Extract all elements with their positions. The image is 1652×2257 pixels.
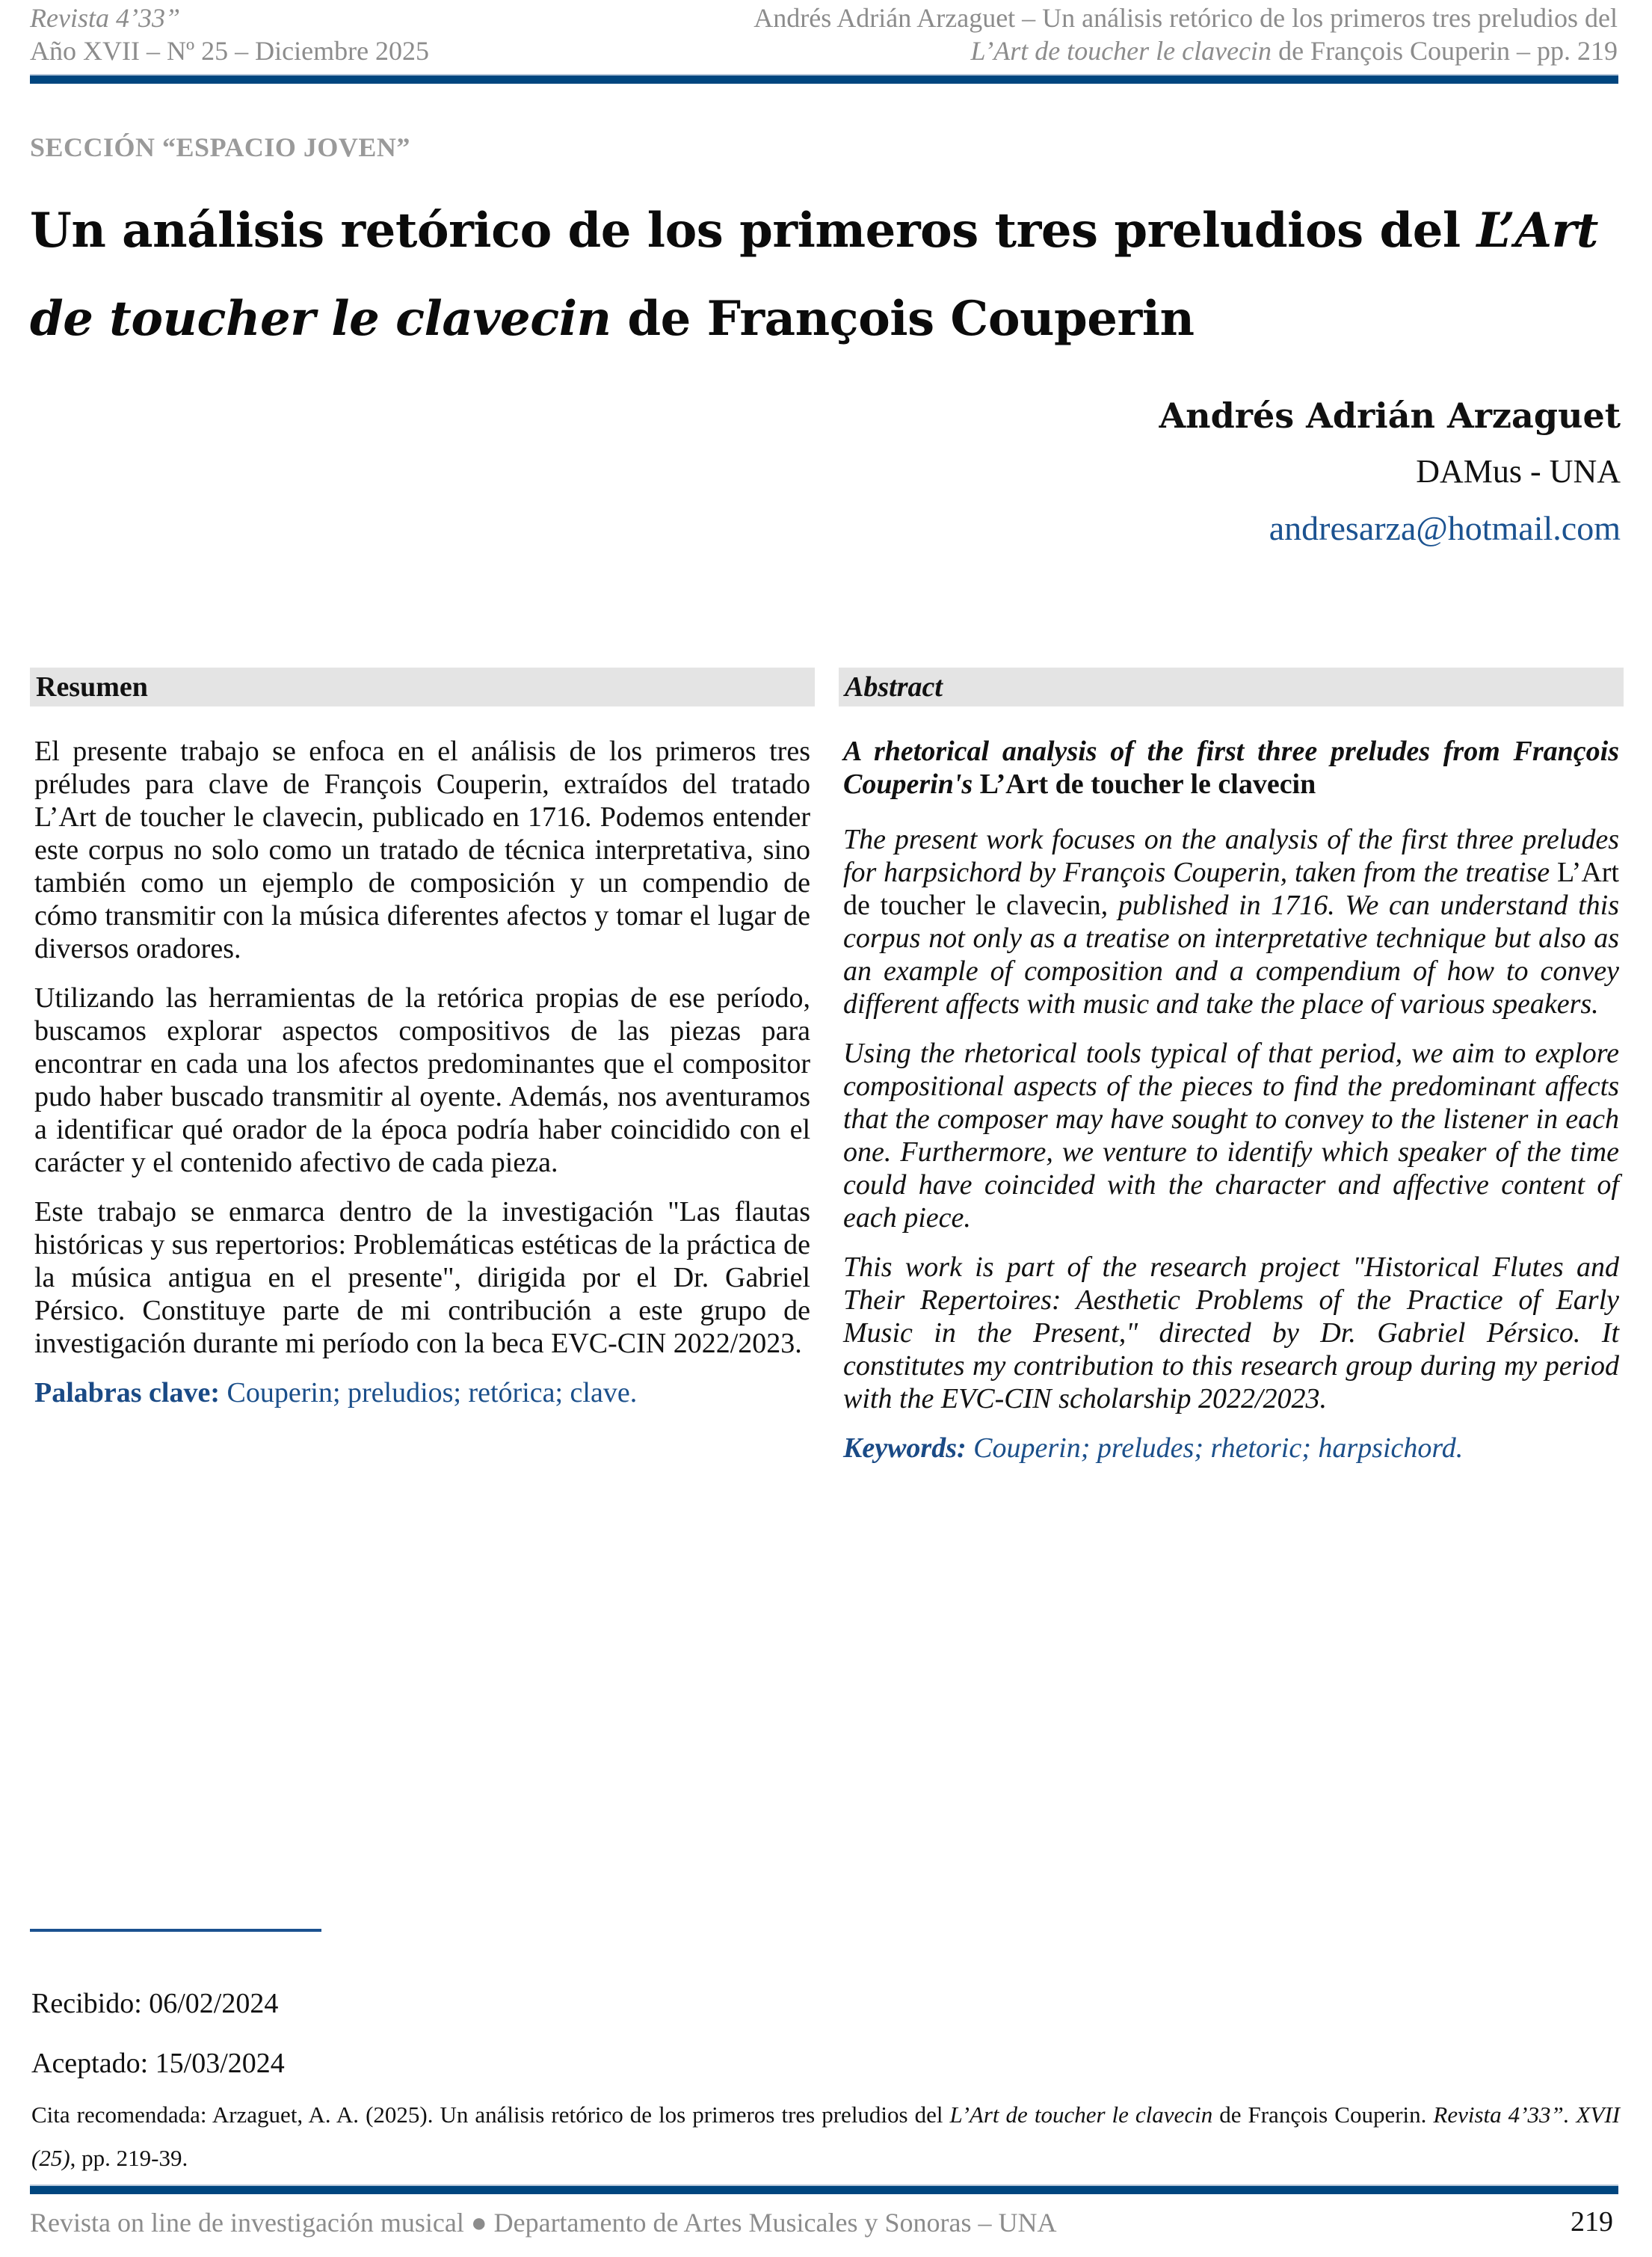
abstract-text: , published in 1716. We can understand this corpus not only as a treatise on interpretative technique but also as an example of composition and a compendium of how to convey different affects with music and take the place of various speakers. <box>843 890 1619 1020</box>
abstract-heading: Abstract <box>839 668 1624 706</box>
running-header-right <box>753 1 1618 67</box>
footer-rule <box>30 2184 1618 2194</box>
article-title <box>30 187 1630 363</box>
abstract-paragraph: Using the rhetorical tools typical of that period, we aim to explore compositional aspects of the pieces to find the predominant affects that the composer may have sought to convey to the listener in each one. Furthermore, we venture to identify which speaker of the time could have coincided with the character and affective content of each piece. <box>843 1038 1619 1234</box>
abstract-paragraph <box>843 823 1619 1020</box>
page-number: 219 <box>1571 2206 1613 2238</box>
issue-info: Año XVII – Nº 25 – Diciembre 2025 <box>30 36 430 66</box>
header-rule <box>30 74 1618 84</box>
resumen-paragraph: Utilizando las herramientas de la retórica propias de ese período, buscamos explorar aspectos compositivos de las piezas para encontrar en cada una los afectos predominantes que el compositor pudo haber buscado transmitir al oyente. Además, nos aventuramos a identificar qué orador de la época podría haber coincidido con el carácter y el contenido afectivo de cada pieza. <box>34 982 810 1178</box>
title-part3: de François Couperin <box>611 291 1195 347</box>
citation-text: , pp. 219-39. <box>70 2145 188 2171</box>
accepted-date: Aceptado: 15/03/2024 <box>31 2048 285 2079</box>
resumen-column <box>30 668 815 1426</box>
running-title-rest: de François Couperin – pp. 219 <box>1272 36 1618 66</box>
abstract-subtitle-work: L’Art de toucher le clavecin <box>973 769 1316 800</box>
author-email-link[interactable]: andresarza@hotmail.com <box>1269 509 1621 547</box>
running-header-left <box>30 1 429 67</box>
abstract-text: The present work focuses on the analysis of the first three preludes for harpsichord by François Couperin, taken from the treatise <box>843 824 1619 888</box>
resumen-paragraph: Este trabajo se enmarca dentro de la investigación "Las flautas históricas y sus repertorios: Problemáticas estéticas de la práctica de la música antigua en el presente", dirigida por el Dr. Gabriel Pérsico. Constituye parte de mi contribución a este grupo de investigación durante mi período con la beca EVC-CIN 2022/2023. <box>34 1196 810 1359</box>
keywords-list: Couperin; preludes; rhetoric; harpsichord. <box>966 1432 1464 1464</box>
footnote-separator <box>30 1929 321 1932</box>
running-title-italic: L’Art de toucher le clavecin <box>970 36 1272 66</box>
running-title-line1: Andrés Adrián Arzaguet – Un análisis retórico de los primeros tres preludios del <box>753 3 1618 33</box>
citation-work-title: L’Art de toucher le clavecin <box>949 2101 1213 2128</box>
keywords-label: Palabras clave: <box>34 1377 221 1408</box>
abstract-column <box>839 668 1624 1481</box>
title-part1: Un análisis retórico de los primeros tres preludios del <box>30 203 1477 259</box>
keywords-list: Couperin; preludios; retórica; clave. <box>220 1377 638 1408</box>
citation-journal: Revista 4’33”. XVII (25) <box>31 2101 1621 2171</box>
recommended-citation <box>31 2093 1620 2180</box>
abstract-subtitle-italic: A rhetorical analysis of the first three preludes from François Couperin's <box>843 736 1619 800</box>
resumen-keywords <box>34 1376 810 1409</box>
author-block <box>1159 389 1621 556</box>
abstract-keywords <box>843 1432 1619 1465</box>
keywords-label: Keywords: <box>843 1432 967 1464</box>
citation-text: Cita recomendada: Arzaguet, A. A. (2025). Un análisis retórico de los primeros tres preludios del <box>31 2101 950 2128</box>
resumen-heading: Resumen <box>30 668 815 706</box>
abstract-paragraph: This work is part of the research project "Historical Flutes and Their Repertoires: Aesthetic Problems of the Practice of Early Music in the Present," directed by Dr. Gabriel Pérsico. It constitutes my contribution to this research group during my period with the EVC-CIN scholarship 2022/2023. <box>843 1251 1619 1414</box>
section-label: SECCIÓN “ESPACIO JOVEN” <box>30 132 410 162</box>
title-italic-work: L’Art de toucher le clavecin <box>30 203 1598 347</box>
abstract-work-title: L’Art de toucher le clavecin <box>843 857 1619 921</box>
author-name: Andrés Adrián Arzaguet <box>1159 395 1621 436</box>
citation-text: de François Couperin. <box>1212 2101 1434 2128</box>
resumen-body <box>30 735 815 1409</box>
abstract-body <box>839 735 1624 1465</box>
running-title-line2 <box>753 34 1618 67</box>
author-affiliation: DAMus - UNA <box>1416 453 1621 490</box>
footer-journal-description: Revista on line de investigación musical ● Departamento de Artes Musicales y Sonoras – UNA <box>30 2208 1057 2238</box>
resumen-paragraph: El presente trabajo se enfoca en el análisis de los primeros tres préludes para clave de François Couperin, extraídos del tratado L’Art de toucher le clavecin, publicado en 1716. Podemos entender este corpus no solo como un tratado de técnica interpretativa, sino también como un ejemplo de composición y un compendio de cómo transmitir con la música diferentes afectos y tomar el lugar de diversos oradores. <box>34 736 810 964</box>
journal-name: Revista 4’33” <box>30 3 180 33</box>
received-date: Recibido: 06/02/2024 <box>31 1988 279 2019</box>
abstract-subtitle <box>843 735 1619 801</box>
